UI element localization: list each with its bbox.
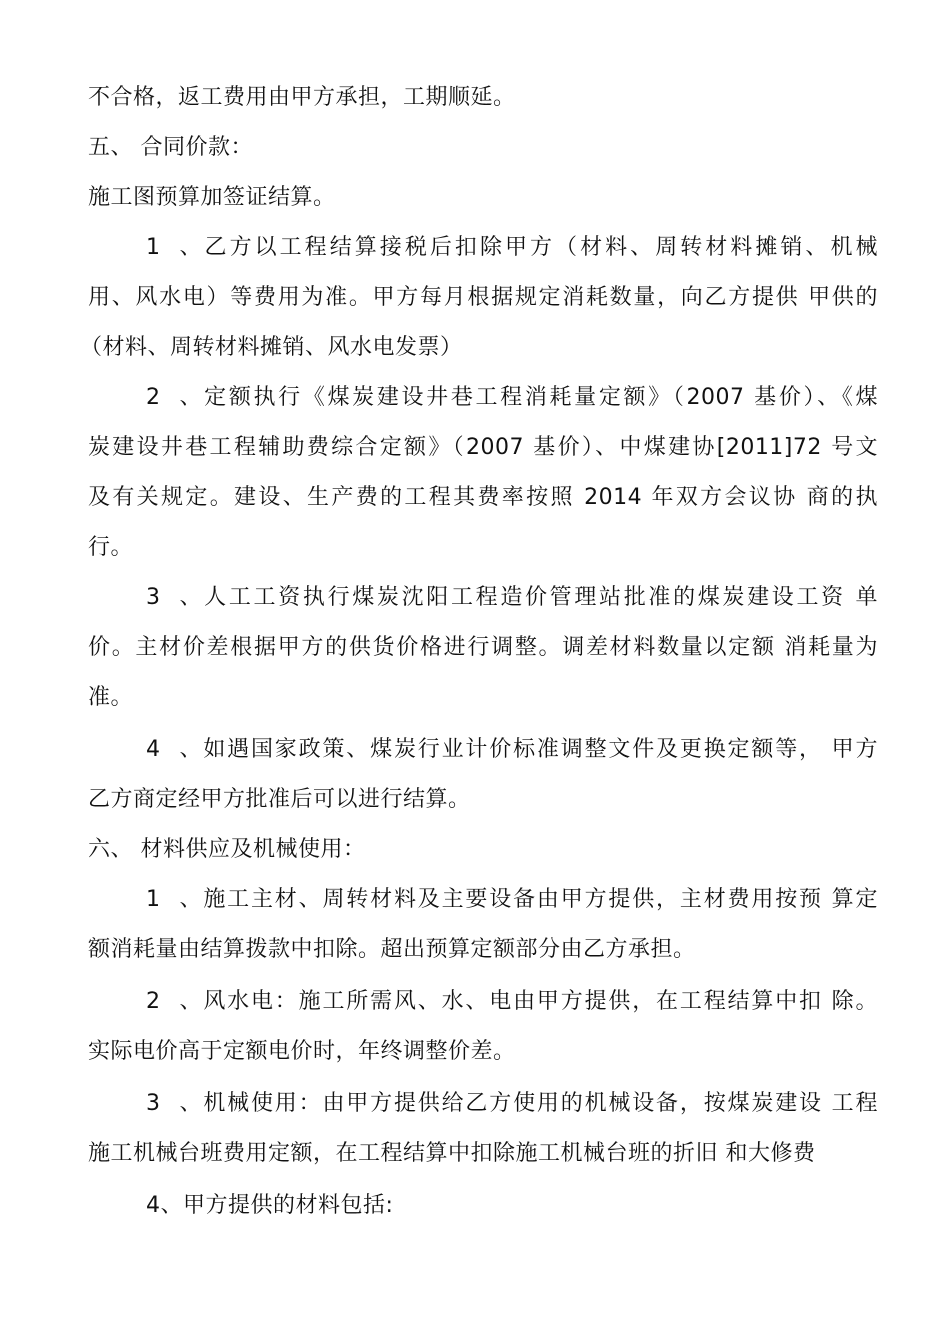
clause-number: 3、 — [146, 585, 202, 610]
clause-6-3 — [146, 1089, 878, 1119]
text-line: 不合格，返工费用由甲方承担，工期顺延。 — [88, 85, 516, 110]
clause-6-2 — [146, 987, 878, 1017]
clause-text: 风水电：施工所需风、水、电由甲方提供，在工程结算中扣 除。 — [202, 989, 878, 1014]
text-line: 实际电价高于定额电价时，年终调整价差。 — [88, 1039, 516, 1064]
clause-text: 施工主材、周转材料及主要设备由甲方提供，主材费用按预 算定 — [202, 887, 878, 912]
clause-number: 1、 — [146, 887, 202, 912]
text-line: 行。 — [88, 535, 134, 560]
clause-text: 机械使用：由甲方提供给乙方使用的机械设备，按煤炭建设 工程 — [202, 1091, 878, 1116]
clause-5-3 — [146, 583, 878, 613]
text-line: 及有关规定。建设、生产费的工程其费率按照 2014 年双方会议协 商的执 — [88, 485, 878, 510]
clause-5-1 — [146, 233, 878, 263]
text-line: 施工图预算加签证结算。 — [88, 185, 336, 210]
text-line: 价。主材价差根据甲方的供货价格进行调整。调差材料数量以定额 消耗量为 — [88, 635, 878, 660]
text-line: 炭建设井巷工程辅助费综合定额》（2007 基价）、中煤建协[2011]72 号文 — [88, 435, 878, 460]
text-line: 施工机械台班费用定额，在工程结算中扣除施工机械台班的折旧 和大修费 — [88, 1141, 816, 1166]
clause-number: 3、 — [146, 1091, 202, 1116]
clause-text: 人工工资执行煤炭沈阳工程造价管理站批准的煤炭建设工资 单 — [202, 585, 878, 610]
clause-text: 乙方以工程结算接税后扣除甲方（材料、周转材料摊销、机械 — [202, 235, 878, 260]
clause-5-2 — [146, 383, 878, 413]
clause-text: 定额执行《煤炭建设井巷工程消耗量定额》（2007 基价）、《煤 — [202, 385, 878, 410]
clause-6-1 — [146, 885, 878, 915]
clause-number: 1、 — [146, 235, 202, 260]
clause-number: 4、 — [146, 737, 202, 762]
section-heading-6: 六、 材料供应及机械使用： — [88, 837, 366, 862]
clause-6-4: 4、甲方提供的材料包括: — [146, 1193, 394, 1218]
section-heading-5: 五、 合同价款： — [88, 135, 253, 160]
text-line: （材料、周转材料摊销、风水电发票） — [80, 335, 463, 360]
text-line: 准。 — [88, 685, 134, 710]
text-line: 额消耗量由结算拨款中扣除。超出预算定额部分由乙方承担。 — [88, 937, 696, 962]
clause-5-4 — [146, 735, 878, 765]
text-line: 乙方商定经甲方批准后可以进行结算。 — [88, 787, 471, 812]
text-line: 用、风水电）等费用为准。甲方每月根据规定消耗数量，向乙方提供 甲供的 — [88, 285, 878, 310]
clause-text: 如遇国家政策、煤炭行业计价标准调整文件及更换定额等， 甲方 — [202, 737, 878, 762]
clause-number: 2、 — [146, 989, 202, 1014]
clause-number: 2、 — [146, 385, 202, 410]
